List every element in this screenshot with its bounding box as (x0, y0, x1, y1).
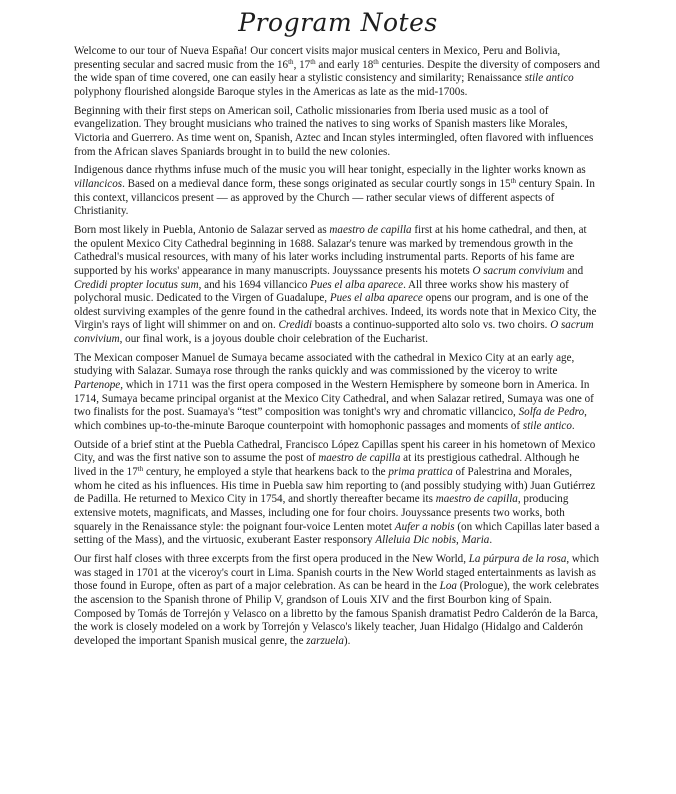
ordinal-suffix: th (137, 465, 144, 474)
paragraph-text: century Spain. In this context, villancicos present — as approved by the Church — rather secular views of different aspects of Christianity. (74, 177, 595, 218)
italic-text: maestro de capilla (435, 493, 518, 506)
paragraph (74, 105, 602, 160)
italic-text: Loa (439, 580, 457, 593)
italic-text: villancicos (74, 177, 123, 190)
paragraph-text: . All three works show his mastery of polychoral music. Dedicated to the Virgen of Guadalupe, (74, 278, 569, 305)
paragraph (74, 164, 602, 219)
paragraph-text: centuries. Despite the diversity of composers and the wide span of time covered, one can easily hear a stylistic consistency and similarity; Renaissance (74, 58, 600, 85)
paragraph-text: , which in 1711 was the first opera composed in the Western Hemisphere by someone born in America. In 1714, Sumaya became principal organist at the Mexico City Cathedral, and when Salazar retired, Sumaya was one of two finalists for the post. Suamaya's “test” composition was tonight's wry and chromatic villancico, (74, 379, 594, 419)
ordinal-suffix: th (310, 57, 316, 66)
italic-text: O sacrum convivium (472, 264, 565, 277)
italic-text: Alleluia Dic nobis, Maria (375, 534, 490, 547)
paragraph-text: (on which Capillas later based a setting of the Mass), and the virtuosic, exuberant Easter responsory (74, 520, 600, 547)
paragraph-text: polyphony flourished alongside Baroque styles in the Americas as late as the mid-1700s. (74, 85, 468, 98)
ordinal-suffix: th (373, 57, 379, 66)
paragraph-text: Born most likely in Puebla, Antonio de Salazar served as (74, 223, 330, 236)
paragraph-text: of Palestrina and Morales, whom he cited as his influences. His time in Puebla saw him reporting to (and possibly studying with) Juan Gutiérrez de Padilla. He returned to Mexico City in 1754, and shortly thereafter became its (74, 466, 596, 506)
italic-text: maestro de capilla (329, 223, 412, 236)
paragraph-text: ). (343, 634, 351, 647)
paragraph-text: , which was staged in 1701 at the viceroy's court in Lima. Spanish courts in the New World staged entertainments as lavish as those found in Europe, often as part of a major celebration. As can be heard in the (74, 552, 600, 593)
paragraph (74, 224, 602, 347)
paragraph-text: . (489, 534, 493, 547)
paragraph-text: first at his home cathedral, and then, at the opulent Mexico City Cathedral beginning in 1688. Salazar's tenure was marked by tremendous growth in the Cathedral's musical resources, with many of his later works including instrumental parts. Reports of his fame are supported by his works' appearance in many manuscripts. Jouyssance presents his motets (74, 223, 587, 277)
paragraph (74, 553, 602, 649)
paragraph-text: century, he employed a style that hearkens back to the (143, 466, 389, 479)
italic-text: Pues el alba aparece (329, 292, 423, 305)
italic-text: stile antico (522, 420, 572, 433)
italic-text: Credidi (278, 319, 312, 332)
paragraph-text: , our final work, is a joyous double choir celebration of the Eucharist. (119, 333, 428, 346)
italic-text: prima prattica (388, 466, 453, 479)
italic-text: Solfa de Pedro (518, 406, 585, 419)
italic-text: maestro de capilla (318, 452, 401, 465)
italic-text: zarzuela (306, 634, 344, 647)
paragraph-text: Welcome to our tour of Nueva España! Our concert visits major musical centers in Mexico, Peru and Bolivia, presenting secular and sacred music from the 16 (74, 45, 561, 71)
paragraph-text: at its prestigious cathedral. Although he lived in the 17 (74, 452, 580, 479)
program-notes-body (74, 45, 602, 649)
ordinal-suffix: th (510, 176, 517, 185)
paragraph-text: and early 18 (315, 58, 374, 71)
paragraph-text: (Prologue), the work celebrates the ascension to the Spanish throne of Philip V, grandson of Louis XIV and the first Bourbon king of Spain. Composed by Tomás de Torrejón y Velasco on a libretto by the famous Spanish dramatist Pedro Calderón de la Barca, the work is closely modeled on a work by Torrejón y Velasco's likely teacher, Juan Hidalgo (Hidalgo and Calderón developed the important Spanish musical genre, the (74, 580, 599, 647)
paragraph (74, 439, 602, 548)
italic-text: Aufer a nobis (394, 520, 455, 533)
paragraph-text: The Mexican composer Manuel de Sumaya became associated with the cathedral in Mexico City at an early age, studying with Salazar. Sumaya rose through the ranks quickly and was commissioned by the viceroy to write (74, 351, 575, 378)
paragraph-text: , and his 1694 villancico (198, 278, 311, 291)
italic-text: La púrpura de la rosa (468, 552, 567, 565)
paragraph-text: . Based on a medieval dance form, these songs originated as secular courtly songs in 15 (122, 177, 511, 190)
paragraph-text: , which combines up-to-the-minute Baroque counterpoint with homophonic passages and moments of (74, 406, 587, 433)
italic-text: O sacrum convivium (74, 319, 594, 346)
italic-text: Partenope (74, 379, 121, 392)
paragraph-text: Beginning with their first steps on American soil, Catholic missionaries from Iberia used music as a tool of evangelization. They brought musicians who trained the natives to sing works of Spanish masters like Morales, Victoria and Guerrero. As time went on, Spanish, Aztec and Incan styles intermingled, often flavored with influences from the African slaves Spaniards brought in to build the new colonies. (74, 104, 594, 158)
italic-text: stile antico (524, 72, 574, 85)
ordinal-suffix: th (288, 57, 294, 66)
paragraph (74, 352, 602, 434)
page-title: Program Notes (238, 8, 438, 37)
paragraph-text: Outside of a brief stint at the Puebla Cathedral, Francisco López Capillas spent his career in his hometown of Mexico City, and was the first native son to assume the post of (74, 438, 596, 465)
italic-text: Pues el alba aparece (310, 278, 404, 291)
paragraph (74, 45, 602, 100)
paragraph-text: Our first half closes with three excerpts from the first opera produced in the New World, (74, 552, 469, 565)
paragraph-text: . (571, 420, 575, 433)
paragraph-text: opens our program, and is one of the oldest surviving examples of the genre found in the cathedral archives. Indeed, its words note that in Mexico City, the Virgin's rays of light will shimmer on and on. (74, 292, 597, 332)
paragraph-text: boasts a continuo-supported alto solo vs. two choirs. (312, 319, 551, 332)
italic-text: Credidi propter locutus sum (74, 278, 199, 291)
paragraph-text: and (564, 264, 584, 277)
paragraph-text: , 17 (293, 58, 311, 71)
paragraph-text: Indigenous dance rhythms infuse much of the music you will hear tonight, especially in the lighter works known as (74, 164, 586, 177)
paragraph-text: , producing extensive motets, magnificats, and Masses, including one for four choirs. Jouyssance presents two works, both squarely in the Renaissance style: the poignant four-voice Lenten motet (74, 493, 569, 533)
